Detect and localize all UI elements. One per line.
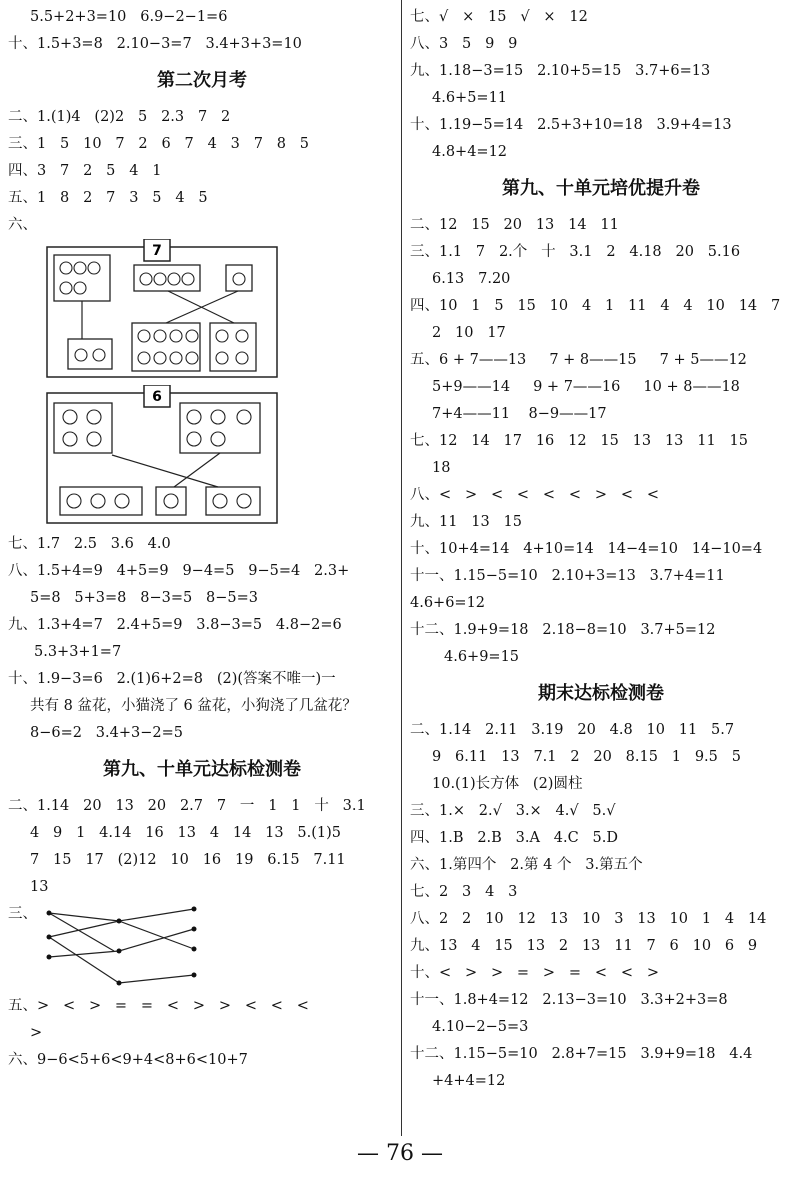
answer-line: 7+4——11 8−9——17 [432,406,607,422]
pear-group-box [210,323,256,371]
apple-grouping-svg [46,385,278,525]
section-heading-unit-9-10-test: 第九、十单元达标检测卷 [103,759,301,780]
answer-line: 四、10 1 5 15 10 4 1 11 4 4 10 14 7 [410,298,781,314]
answer-line: 13 [30,879,49,895]
answer-line: 七、2 3 4 3 [410,884,518,900]
figure-number: 7 [152,243,162,259]
pear-group-box [134,265,200,291]
answer-line: 十一、1.8+4=12 2.13−3=10 3.3+2+3=8 [410,992,728,1008]
answer-line: 四、1.B 2.B 3.A 4.C 5.D [410,830,618,846]
answer-line: 共有 8 盆花，小猫浇了 6 盆花，小狗浇了几盆花？ [30,698,357,714]
match-line [112,455,218,487]
answer-line: +4+4=12 [432,1073,506,1089]
answer-label-six: 六、 [8,217,37,233]
answer-line: 九、13 4 15 13 2 13 11 7 6 10 6 9 [410,938,758,954]
answer-line: 4 9 1 4.14 16 13 4 14 13 5.(1)5 [30,825,342,841]
answer-line: 二、1.14 2.11 3.19 20 4.8 10 11 5.7 [410,722,735,738]
answer-line: 10.(1)长方体 (2)圆柱 [432,776,583,792]
answer-line: 五、1 8 2 7 3 5 4 5 [8,190,208,206]
page-number: — 76 — [357,1141,443,1166]
apple-group-box [60,487,142,515]
answer-line: 八、3 5 9 9 [410,36,518,52]
apple-group-box [156,487,186,515]
apple-icons [63,410,251,508]
apple-group-box [54,403,112,453]
answer-line: 9 6.11 13 7.1 2 20 8.15 1 9.5 5 [432,749,741,765]
answer-line: 5.5+2+3=10 6.9−2−1=6 [30,9,228,25]
answer-line: 4.8+4=12 [432,144,508,160]
answer-line: 十、< > > = > = < < > [410,965,659,981]
answer-line: 七、12 14 17 16 12 15 13 13 11 15 [410,433,748,449]
answer-line: 三、1.1 7 2.个 十 3.1 2 4.18 20 5.16 [410,244,741,260]
answer-line: 二、1.(1)4 (2)2 5 2.3 7 2 [8,109,231,125]
answer-line: 4.6+9=15 [444,649,520,665]
left-column [8,4,396,1074]
answer-line: 五、6 + 7——13 7 + 8——15 7 + 5——12 [410,352,747,368]
matching-dots [47,907,197,986]
answer-three-matching [8,901,396,993]
answer-line: 六、1.第四个 2.第 4 个 3.第五个 [410,857,643,873]
answer-line: 18 [432,460,451,476]
answer-line: 九、11 13 15 [410,514,523,530]
answer-line: 六、9−6<5+6<9+4<8+6<10+7 [8,1052,248,1068]
answer-line: 8−6=2 3.4+3−2=5 [30,725,183,741]
answer-line: 十、1.5+3=8 2.10−3=7 3.4+3+3=10 [8,36,302,52]
answer-line: 五、> < > = = < > > < < < [8,998,309,1014]
answer-line: 5+9——14 9 + 7——16 10 + 8——18 [432,379,740,395]
answer-line: 七、1.7 2.5 3.6 4.0 [8,536,171,552]
answer-line: 7 15 17 (2)12 10 16 19 6.15 7.11 [30,852,346,868]
answer-line: 二、1.14 20 13 20 2.7 7 一 1 1 十 3.1 [8,798,366,814]
answer-line: 十一、1.15−5=10 2.10+3=13 3.7+4=11 [410,568,725,584]
right-column [410,4,792,1095]
answer-line: 5.3+3+1=7 [34,644,122,660]
answer-line: 4.6+5=11 [432,90,508,106]
pear-group-box [226,265,252,291]
figure-number: 6 [152,389,162,405]
section-heading-second-monthly: 第二次月考 [157,70,247,91]
match-line [174,453,220,487]
figure-frame [47,393,277,523]
answer-line: 十、10+4=14 4+10=14 14−4=10 14−10=4 [410,541,763,557]
answer-line: 九、1.3+4=7 2.4+5=9 3.8−3=5 4.8−2=6 [8,617,342,633]
answer-line: 十二、1.15−5=10 2.8+7=15 3.9+9=18 4.4 [410,1046,753,1062]
matching-lines [49,909,194,983]
pear-icons [60,262,248,364]
answer-line: 九、1.18−3=15 2.10+5=15 3.7+6=13 [410,63,711,79]
answer-line: 十、1.9−3=6 2.(1)6+2=8 (2)(答案不唯一)一 [8,671,336,687]
answer-line: 八、1.5+4=9 4+5=9 9−4=5 9−5=4 2.3+ [8,563,350,579]
answer-line: 七、√ × 15 √ × 12 [410,9,588,25]
pear-grouping-figure [46,239,278,379]
answer-line: 2 10 17 [432,325,506,341]
apple-group-box [206,487,260,515]
answer-line: 5=8 5+3=8 8−3=5 8−5=3 [30,590,259,606]
answer-line: 八、< > < < < < > < < [410,487,659,503]
answer-line: > [30,1025,43,1041]
section-heading-final-exam: 期末达标检测卷 [538,683,664,704]
answer-line: 十、1.19−5=14 2.5+3+10=18 3.9+4=13 [410,117,732,133]
pear-grouping-svg [46,239,278,379]
matching-lines-svg [44,901,214,993]
answer-line: 三、1 5 10 7 2 6 7 4 3 7 8 5 [8,136,310,152]
answer-line: 十二、1.9+9=18 2.18−8=10 3.7+5=12 [410,622,716,638]
answer-line: 二、12 15 20 13 14 11 [410,217,619,233]
section-heading-unit-9-10-advanced: 第九、十单元培优提升卷 [502,178,700,199]
apple-grouping-figure [46,385,278,525]
answer-line: 6.13 7.20 [432,271,511,287]
answer-line: 四、3 7 2 5 4 1 [8,163,162,179]
answer-line: 八、2 2 10 12 13 10 3 13 10 1 4 14 [410,911,767,927]
answer-line: 4.10−2−5=3 [432,1019,529,1035]
answer-label-three: 三、 [8,906,37,922]
answer-line: 4.6+6=12 [410,595,486,611]
answer-line: 三、1.× 2.√ 3.× 4.√ 5.√ [410,803,616,819]
column-divider [401,0,402,1136]
